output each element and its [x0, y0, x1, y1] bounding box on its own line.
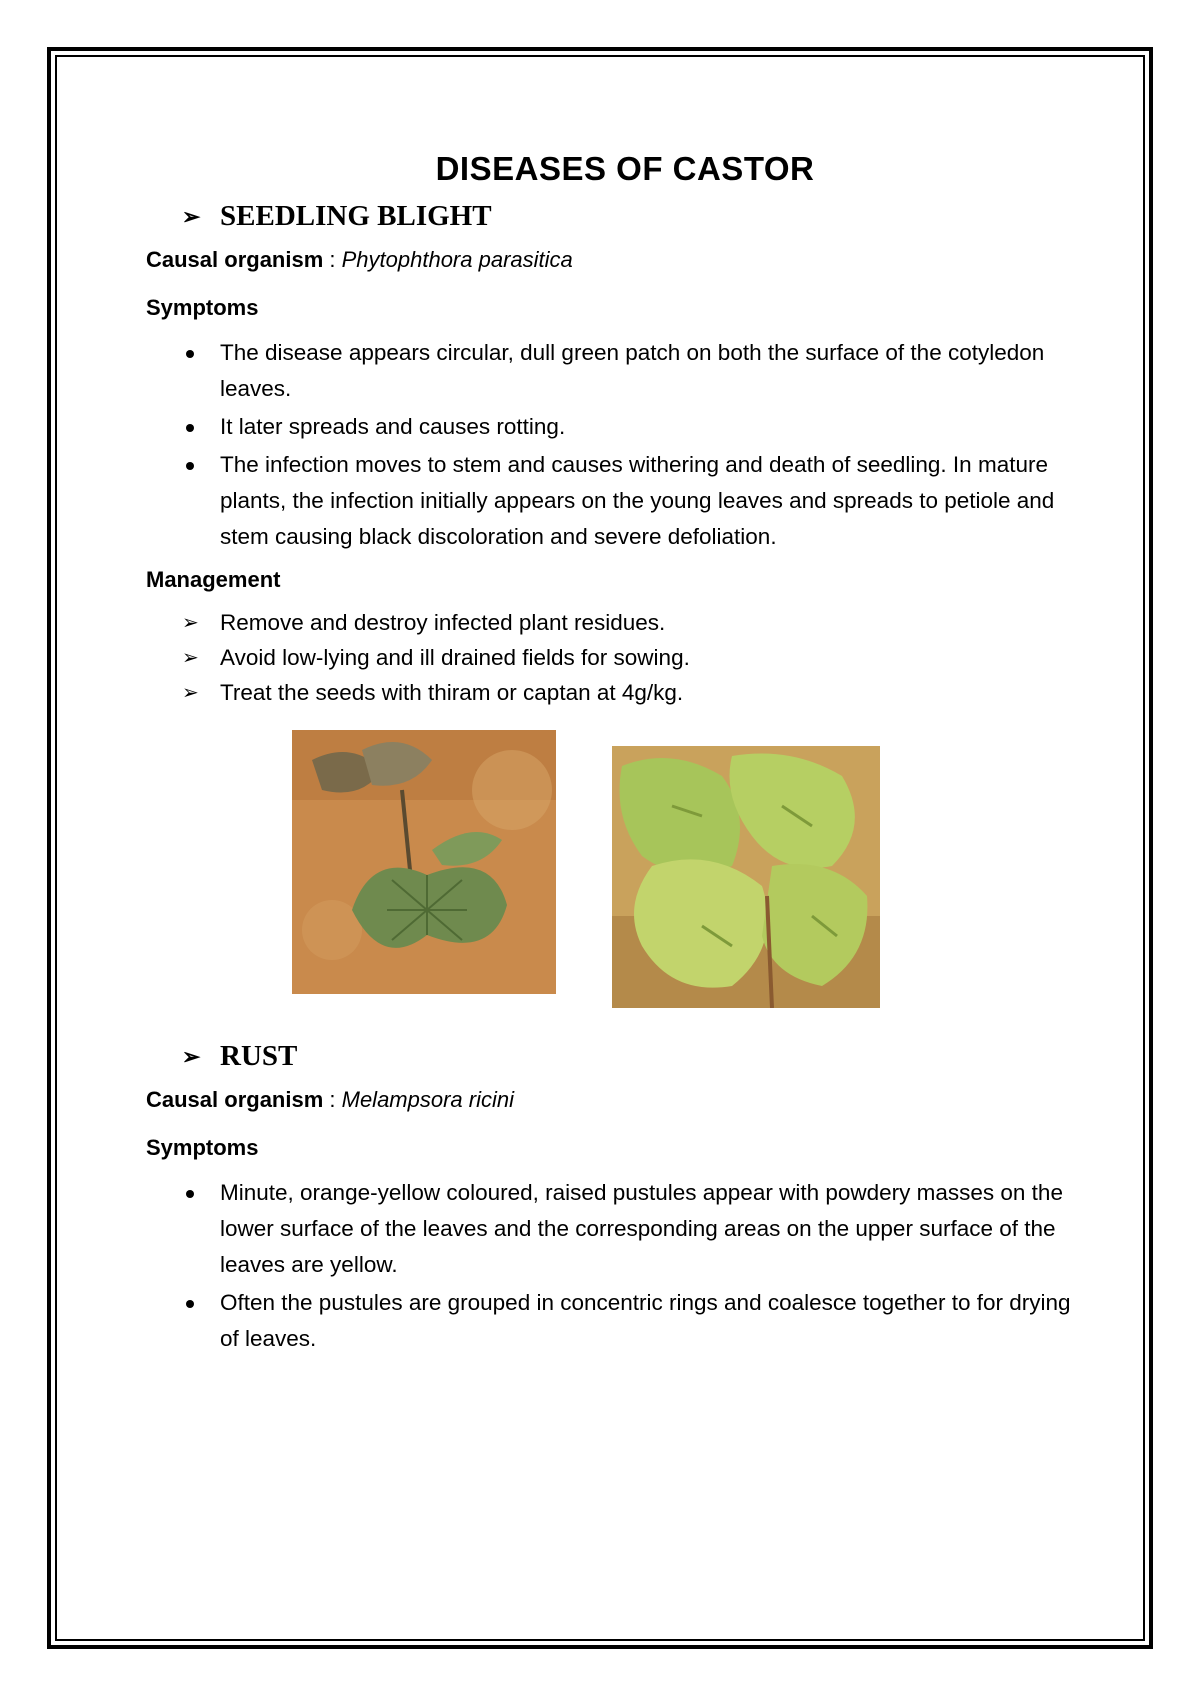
list-item — [146, 335, 1086, 407]
list-item-text: Treat the seeds with thiram or captan at 4g/kg. — [220, 680, 684, 705]
symptoms-list — [146, 335, 1086, 555]
list-item-text: It later spreads and causes rotting. — [220, 414, 566, 439]
seedling-blight-photo-2 — [612, 746, 880, 1008]
list-item-text: Avoid low-lying and ill drained fields for sowing. — [220, 645, 690, 670]
bullet-dot-icon — [186, 1300, 194, 1308]
section-heading-seedling-blight — [182, 200, 1086, 233]
list-item — [146, 447, 1086, 555]
list-item-text: Remove and destroy infected plant residues. — [220, 610, 666, 635]
list-item — [146, 640, 1086, 676]
symptoms-label: Symptoms — [146, 295, 259, 320]
bullet-dot-icon — [186, 424, 194, 432]
causal-organism-separator: : — [323, 1087, 342, 1112]
management-label: Management — [146, 567, 281, 592]
list-item-text: The infection moves to stem and causes withering and death of seedling. In mature plants, the infection initially appears on the young leaves and spreads to petiole and stem causing black discoloration and severe defoliation. — [220, 452, 1055, 549]
list-item-text: The disease appears circular, dull green patch on both the surface of the cotyledon leaves. — [220, 340, 1045, 401]
list-item — [146, 1175, 1086, 1283]
list-item-text: Minute, orange-yellow coloured, raised pustules appear with powdery masses on the lower surface of the leaves and the corresponding areas on the upper surface of the leaves are yellow. — [220, 1180, 1063, 1277]
causal-organism-value: Melampsora ricini — [341, 1087, 515, 1112]
photo-row — [146, 730, 1086, 1000]
causal-organism-line — [146, 1087, 1086, 1113]
list-item-text: Often the pustules are grouped in concentric rings and coalesce together to for drying of leaves. — [220, 1290, 1071, 1351]
causal-organism-separator: : — [323, 247, 342, 272]
list-item — [146, 1285, 1086, 1357]
list-item — [146, 409, 1086, 445]
causal-organism-label: Causal organism — [146, 1087, 324, 1112]
arrow-bullet-icon: ➢ — [182, 612, 199, 634]
bullet-dot-icon — [186, 350, 194, 358]
list-item — [146, 605, 1086, 641]
document-content — [146, 150, 1086, 1359]
bullet-dot-icon — [186, 462, 194, 470]
arrow-bullet-icon: ➢ — [182, 1043, 201, 1069]
causal-organism-value: Phytophthora parasitica — [341, 247, 573, 272]
causal-organism-line — [146, 247, 1086, 273]
arrow-bullet-icon: ➢ — [182, 647, 199, 669]
symptoms-list — [146, 1175, 1086, 1357]
arrow-bullet-icon: ➢ — [182, 203, 201, 229]
section-heading-rust — [182, 1040, 1086, 1073]
causal-organism-label: Causal organism — [146, 247, 324, 272]
list-item — [146, 675, 1086, 711]
page-title: DISEASES OF CASTOR — [435, 150, 815, 187]
bullet-dot-icon — [186, 1190, 194, 1198]
seedling-blight-photo-1 — [292, 730, 556, 994]
section-title: RUST — [220, 1040, 298, 1072]
symptoms-label: Symptoms — [146, 1135, 259, 1160]
arrow-bullet-icon: ➢ — [182, 682, 199, 704]
section-title: SEEDLING BLIGHT — [220, 200, 492, 232]
management-list — [146, 605, 1086, 711]
